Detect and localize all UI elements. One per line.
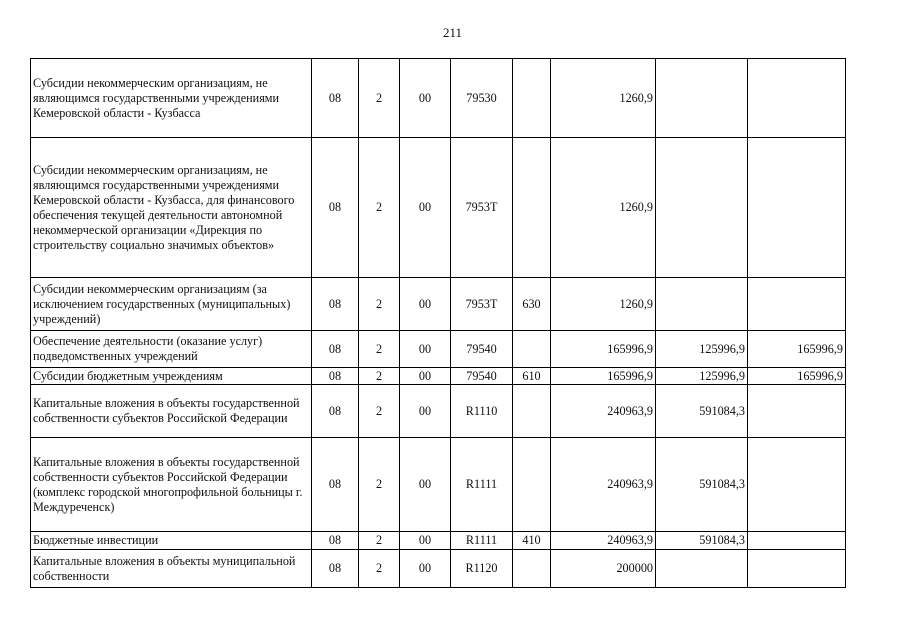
row-sum-year2-cell	[656, 550, 748, 588]
row-program-cell: 00	[400, 532, 451, 550]
table-body	[31, 59, 846, 588]
row-name-cell: Субсидии некоммерческим организациям, не являющимся государственными учреждениями Кемеровской области - Кузбасса	[31, 59, 312, 138]
row-name-cell: Субсидии бюджетным учреждениям	[31, 368, 312, 385]
row-expense-type-cell	[513, 331, 551, 368]
row-subsection-cell: 2	[359, 385, 400, 438]
row-name-cell: Субсидии некоммерческим организациям (за исключением государственных (муниципальных) учреждений)	[31, 278, 312, 331]
table-row	[31, 385, 846, 438]
page-number: 211	[442, 25, 463, 40]
row-section-cell: 08	[312, 532, 359, 550]
row-expense-type-cell	[513, 385, 551, 438]
row-direction-cell: R1111	[451, 438, 513, 532]
row-expense-type-cell: 610	[513, 368, 551, 385]
row-name-cell: Бюджетные инвестиции	[31, 532, 312, 550]
row-name-cell: Капитальные вложения в объекты государственной собственности субъектов Российской Федерации (комплекс городской многопрофильной больницы г. Междуреченск)	[31, 438, 312, 532]
row-sum-year1-cell: 240963,9	[551, 385, 656, 438]
row-sum-year3-cell	[748, 532, 846, 550]
row-subsection-cell: 2	[359, 278, 400, 331]
row-section-cell: 08	[312, 438, 359, 532]
row-program-cell: 00	[400, 278, 451, 331]
row-subsection-cell: 2	[359, 532, 400, 550]
row-expense-type-cell	[513, 438, 551, 532]
row-direction-cell: 7953Т	[451, 278, 513, 331]
row-sum-year1-cell: 165996,9	[551, 331, 656, 368]
row-section-cell: 08	[312, 278, 359, 331]
row-expense-type-cell	[513, 550, 551, 588]
row-name-cell: Субсидии некоммерческим организациям, не являющимся государственными учреждениями Кемеровской области - Кузбасса, для финансового обеспечения текущей деятельности автономной некоммерческой организации «Дирекция по строительству социально значимых объектов»	[31, 138, 312, 278]
row-sum-year3-cell	[748, 385, 846, 438]
budget-table	[30, 58, 846, 588]
table-row	[31, 532, 846, 550]
row-section-cell: 08	[312, 59, 359, 138]
table-row	[31, 278, 846, 331]
row-expense-type-cell: 630	[513, 278, 551, 331]
row-subsection-cell: 2	[359, 438, 400, 532]
row-name-cell: Капитальные вложения в объекты государственной собственности субъектов Российской Федерации	[31, 385, 312, 438]
row-program-cell: 00	[400, 138, 451, 278]
row-sum-year1-cell: 165996,9	[551, 368, 656, 385]
row-section-cell: 08	[312, 331, 359, 368]
row-direction-cell: 79530	[451, 59, 513, 138]
table-row	[31, 368, 846, 385]
table-row	[31, 59, 846, 138]
row-section-cell: 08	[312, 138, 359, 278]
row-section-cell: 08	[312, 550, 359, 588]
row-subsection-cell: 2	[359, 550, 400, 588]
row-expense-type-cell: 410	[513, 532, 551, 550]
row-sum-year2-cell	[656, 59, 748, 138]
row-sum-year1-cell: 1260,9	[551, 59, 656, 138]
row-sum-year3-cell: 165996,9	[748, 368, 846, 385]
row-expense-type-cell	[513, 59, 551, 138]
row-sum-year1-cell: 200000	[551, 550, 656, 588]
row-sum-year3-cell: 165996,9	[748, 331, 846, 368]
row-sum-year3-cell	[748, 59, 846, 138]
row-sum-year1-cell: 1260,9	[551, 138, 656, 278]
row-direction-cell: 79540	[451, 331, 513, 368]
row-sum-year2-cell: 591084,3	[656, 532, 748, 550]
row-program-cell: 00	[400, 368, 451, 385]
row-sum-year3-cell	[748, 138, 846, 278]
row-sum-year3-cell	[748, 438, 846, 532]
row-subsection-cell: 2	[359, 59, 400, 138]
row-section-cell: 08	[312, 368, 359, 385]
row-sum-year2-cell: 591084,3	[656, 385, 748, 438]
table-row	[31, 438, 846, 532]
row-sum-year2-cell	[656, 278, 748, 331]
row-direction-cell: R1111	[451, 532, 513, 550]
row-program-cell: 00	[400, 59, 451, 138]
row-direction-cell: 7953Т	[451, 138, 513, 278]
row-direction-cell: 79540	[451, 368, 513, 385]
row-sum-year3-cell	[748, 278, 846, 331]
row-program-cell: 00	[400, 385, 451, 438]
row-subsection-cell: 2	[359, 331, 400, 368]
row-program-cell: 00	[400, 331, 451, 368]
table-row	[31, 331, 846, 368]
row-sum-year1-cell: 1260,9	[551, 278, 656, 331]
row-sum-year2-cell	[656, 138, 748, 278]
row-subsection-cell: 2	[359, 138, 400, 278]
row-direction-cell: R1110	[451, 385, 513, 438]
row-sum-year2-cell: 591084,3	[656, 438, 748, 532]
row-expense-type-cell	[513, 138, 551, 278]
row-sum-year1-cell: 240963,9	[551, 532, 656, 550]
table-row	[31, 138, 846, 278]
row-name-cell: Капитальные вложения в объекты муниципальной собственности	[31, 550, 312, 588]
row-sum-year1-cell: 240963,9	[551, 438, 656, 532]
row-program-cell: 00	[400, 550, 451, 588]
row-section-cell: 08	[312, 385, 359, 438]
row-sum-year2-cell: 125996,9	[656, 368, 748, 385]
table-row	[31, 550, 846, 588]
row-direction-cell: R1120	[451, 550, 513, 588]
row-program-cell: 00	[400, 438, 451, 532]
row-sum-year2-cell: 125996,9	[656, 331, 748, 368]
row-name-cell: Обеспечение деятельности (оказание услуг) подведомственных учреждений	[31, 331, 312, 368]
row-sum-year3-cell	[748, 550, 846, 588]
row-subsection-cell: 2	[359, 368, 400, 385]
